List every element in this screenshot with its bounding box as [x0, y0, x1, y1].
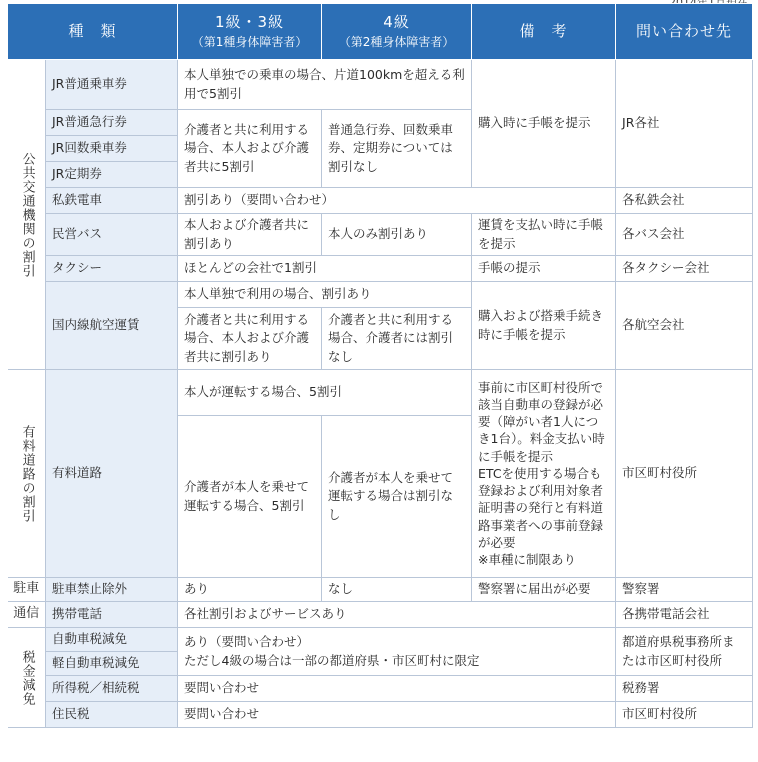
- row-taxi: タクシー: [46, 256, 178, 282]
- private-rail-discount: 割引あり（要問い合わせ）: [178, 188, 616, 214]
- category-telecom: 通信: [8, 602, 46, 628]
- header-grade13: 1級・3級 （第1種身体障害者）: [178, 4, 322, 60]
- row-private-rail: 私鉄電車: [46, 188, 178, 214]
- bus-contact: 各バス会社: [616, 214, 753, 256]
- toll-discount: 本人が運転する場合、5割引: [178, 370, 472, 416]
- table-row: [8, 188, 753, 214]
- table-row: [8, 676, 753, 702]
- parking-grade13: あり: [178, 578, 322, 602]
- category-public-transport: 公共交通機関の割引: [8, 60, 46, 370]
- air-grade13: 介護者と共に利用する場合、本人および介護者共に割引あり: [178, 308, 322, 370]
- resident-tax-discount: 要問い合わせ: [178, 702, 616, 728]
- toll-contact: 市区町村役所: [616, 370, 753, 578]
- jr-contact: JR各社: [616, 60, 753, 188]
- toll-grade13: 介護者が本人を乗せて運転する場合、5割引: [178, 416, 322, 578]
- table-row: [8, 214, 753, 256]
- row-bus: 民営バス: [46, 214, 178, 256]
- header-remarks: 備 考: [472, 4, 616, 60]
- row-toll: 有料道路: [46, 370, 178, 578]
- row-auto-tax: 自動車税減免: [46, 628, 178, 652]
- private-rail-contact: 各私鉄会社: [616, 188, 753, 214]
- table-row: [8, 602, 753, 628]
- table-row: [8, 628, 753, 652]
- row-jr-pass: JR定期券: [46, 162, 178, 188]
- table-row: [8, 578, 753, 602]
- disability-discount-table: [7, 3, 753, 728]
- bus-grade4: 本人のみ割引あり: [322, 214, 472, 256]
- parking-grade4: なし: [322, 578, 472, 602]
- header-contact: 問い合わせ先: [616, 4, 753, 60]
- row-jr-coupon: JR回数乗車券: [46, 136, 178, 162]
- taxi-discount: ほとんどの会社で1割引: [178, 256, 472, 282]
- table-row: [8, 282, 753, 308]
- phone-discount: 各社割引およびサービスあり: [178, 602, 616, 628]
- taxi-contact: 各タクシー会社: [616, 256, 753, 282]
- row-income-tax: 所得税／相続税: [46, 676, 178, 702]
- parking-remarks: 警察署に届出が必要: [472, 578, 616, 602]
- air-discount: 本人単独で利用の場合、割引あり: [178, 282, 472, 308]
- jr-grade13: 介護者と共に利用する場合、本人および介護者共に5割引: [178, 110, 322, 188]
- row-phone: 携帯電話: [46, 602, 178, 628]
- category-toll: 有料道路の割引: [8, 370, 46, 578]
- toll-grade4: 介護者が本人を乗せて運転する場合は割引なし: [322, 416, 472, 578]
- jr-remarks: 購入時に手帳を提示: [472, 60, 616, 188]
- air-contact: 各航空会社: [616, 282, 753, 370]
- bus-remarks: 運賃を支払い時に手帳を提示: [472, 214, 616, 256]
- row-jr-express: JR普通急行券: [46, 110, 178, 136]
- header-type: 種 類: [8, 4, 178, 60]
- air-remarks: 購入および搭乗手続き時に手帳を提示: [472, 282, 616, 370]
- phone-contact: 各携帯電話会社: [616, 602, 753, 628]
- row-parking: 駐車禁止除外: [46, 578, 178, 602]
- table-row: [8, 702, 753, 728]
- income-tax-contact: 税務署: [616, 676, 753, 702]
- table-row: [8, 370, 753, 416]
- category-tax: 税金減免: [8, 628, 46, 728]
- category-parking: 駐車: [8, 578, 46, 602]
- row-jr-ticket: JR普通乗車券: [46, 60, 178, 110]
- auto-tax-contact: 都道府県税事務所または市区町村役所: [616, 628, 753, 676]
- taxi-remarks: 手帳の提示: [472, 256, 616, 282]
- table-row: [8, 60, 753, 110]
- bus-grade13: 本人および介護者共に割引あり: [178, 214, 322, 256]
- jr-ticket-discount: 本人単独での乗車の場合、片道100kmを超える利用で5割引: [178, 60, 472, 110]
- header-grade4: 4級 （第2種身体障害者）: [322, 4, 472, 60]
- row-air: 国内線航空運賃: [46, 282, 178, 370]
- header-row: [8, 4, 753, 60]
- auto-tax-discount: あり（要問い合わせ） ただし4級の場合は一部の都道府県・市区町村に限定: [178, 628, 616, 676]
- parking-contact: 警察署: [616, 578, 753, 602]
- row-kei-tax: 軽自動車税減免: [46, 652, 178, 676]
- resident-tax-contact: 市区町村役所: [616, 702, 753, 728]
- air-grade4: 介護者と共に利用する場合、介護者には割引なし: [322, 308, 472, 370]
- row-resident-tax: 住民税: [46, 702, 178, 728]
- table-row: [8, 256, 753, 282]
- toll-remarks: 事前に市区町村役所で該当自動車の登録が必要（障がい者1人につき1台）。料金支払い時に手帳を提示 ETCを使用する場合も登録および利用対象者証明書の発行と有料道路事業者への事前登録が必要 ※車種に制限あり: [472, 370, 616, 578]
- jr-grade4: 普通急行券、回数乗車券、定期券については割引なし: [322, 110, 472, 188]
- income-tax-discount: 要問い合わせ: [178, 676, 616, 702]
